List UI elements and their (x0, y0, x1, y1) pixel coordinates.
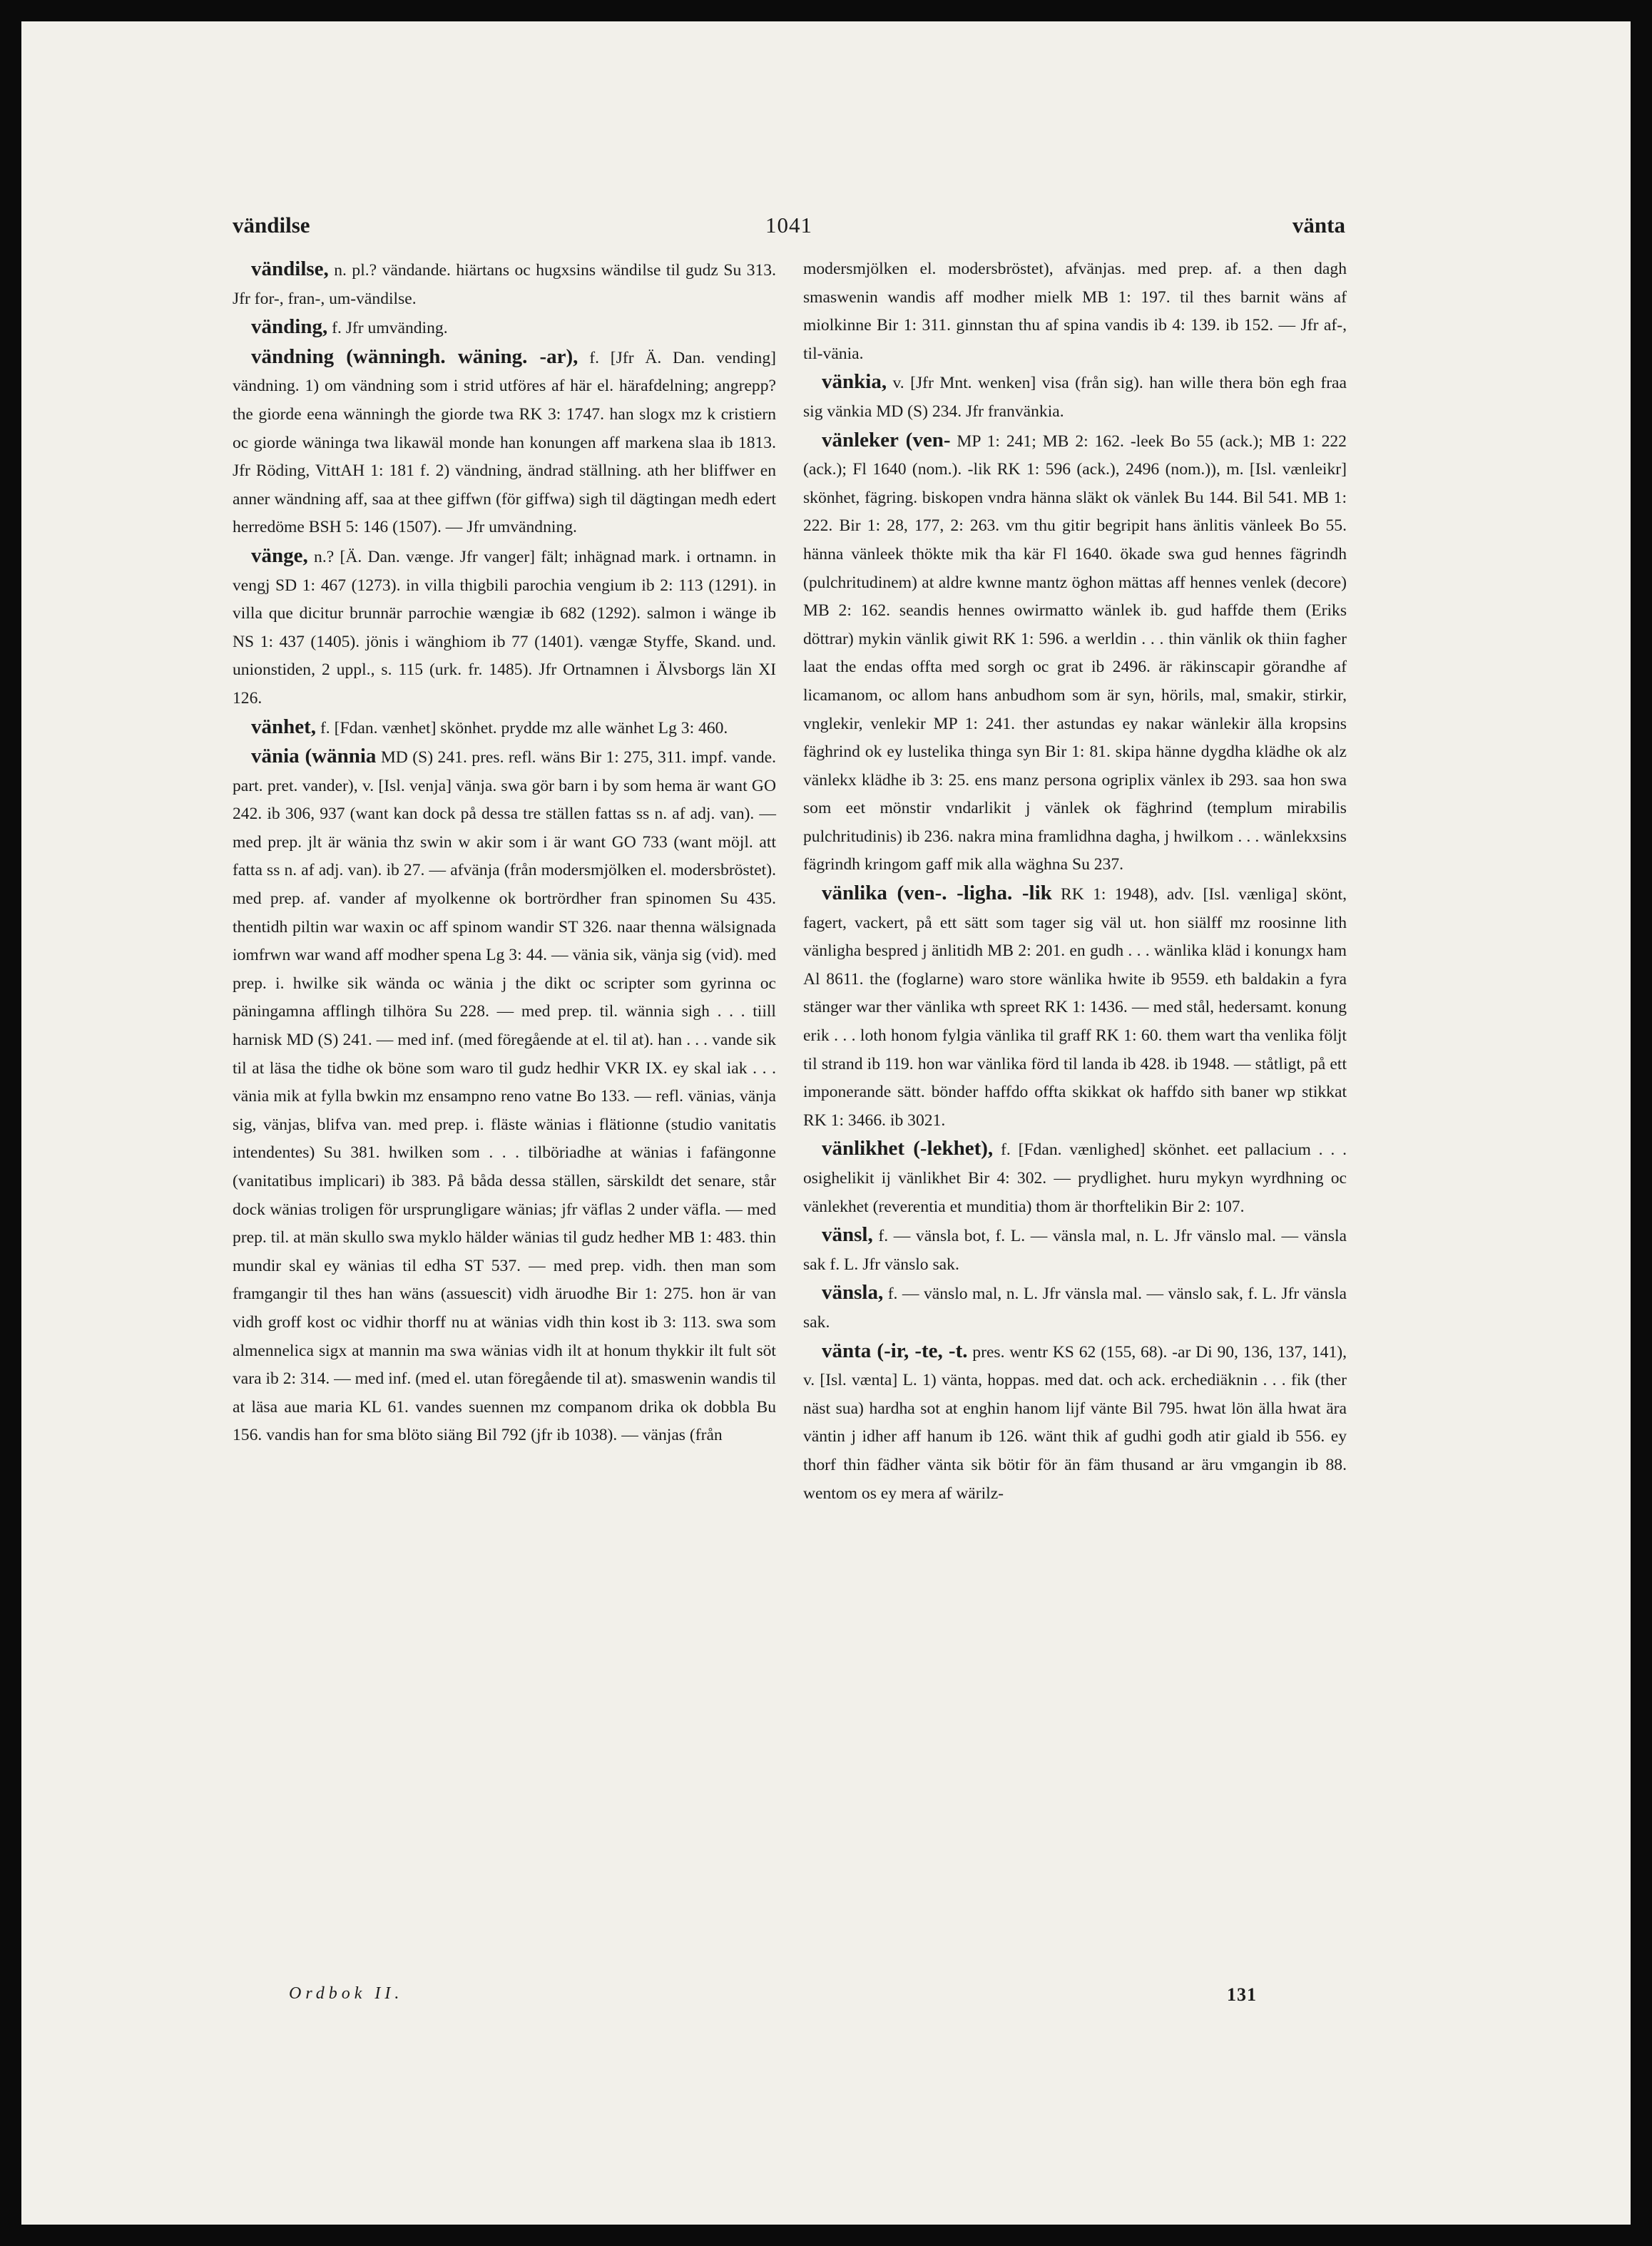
page-number: 1041 (765, 213, 812, 238)
entry-body: MD (S) 241. pres. refl. wäns Bir 1: 275, 311. impf. vande. part. pret. vander), v. [Isl. venja] vänja. swa gör barn i by som hema är want GO 242. ib 306, 937 (want kan dock på dessa tre ställen fattas ss n. af adj. van). — med prep. jlt är wänia thz swin w akir som i är want GO 733 (want möjl. att fatta ss n. af adj. van). ib 27. — afvänja (från modersmjölken el. modersbröstet). med prep. af. vander af myolkenne ok bortrördher fran spinomen Su 435. thentidh piltin war waxin oc aff spinom wandir ST 326. naar thenna wälsignada iomfrwn war wand aff modher spena Lg 3: 44. — vänia sik, vänja sig (vid). med prep. i. hwilke sik wända oc wänia j the dikt oc scripter som gyrinna oc päningamna afflingh tilhöra Su 228. — med prep. til. wännia sigh . . . tiill harnisk MD (S) 241. — med inf. (med föregående at el. til at). han . . . vande sik til at läsa the tidhe ok böne som waro til gudz hedhir VKR IX. ey skal iak . . . vänia mik at fylla bwkin mz ensampno reno vatne Bo 133. — refl. vänias, vänja sig, vänjas, blifva van. med prep. i. fläste wänias i flätionne (studio vanitatis intendentes) Su 381. hwilken som . . . tilböriadhe at wänias i fafängonne (vanitatibus implicari) ib 383. På båda dessa ställen, särskildt det senare, står dock wänias troligen för ursprungligare wänias; jfr väflas 2 under väfla. — med prep. til. at män skullo swa myklo hälder wänias til gudz hedher MB 1: 483. thin mundir skal ey wänias til edha ST 537. — med prep. vidh. then man som framgangir til thes han wäns (assuescit) vidh äruodhe Bir 1: 275. hon är van vidh groff kost oc vidhir thorff nu at wänias vidh thin kost ib 3: 113. swa som almennelica sigx at mannin ma swa wänias vidh ilt at honum thykkir ilt fult söt vara ib 2: 314. — med inf. (med el. utan föregående til at). smaswenin wandis til at läsa aue maria KL 61. vandes suennen mz companom drika ok dobbla Bu 156. vandis han for sma blöto siäng Bil 792 (jfr ib 1038). — vänjas (från (233, 748, 777, 1445)
entry-body: n.? [Ä. Dan. vænge. Jfr vanger] fält; inhägnad mark. i ortnamn. in vengj SD 1: 467 (1273). in villa thigbili parochia vengium ib 2: 113 (1291). in villa que dicitur brunnär parrochie wængiæ ib 682 (1292). salmon i wänge ib NS 1: 437 (1405). jönis i wänghiom ib 77 (1401). vængæ Styffe, Skand. und. unionstiden, 2 uppl., s. 115 (urk. fr. 1485). Jfr Ortnamnen i Älvsborgs län XI 126. (233, 547, 776, 708)
dictionary-entry (803, 879, 1347, 1135)
entry-headword: vänta (-ir, -te, -t. (822, 1339, 968, 1362)
header-right-guideword: vänta (1292, 213, 1345, 238)
dictionary-entry (233, 343, 776, 542)
entry-body: modersmjölken el. modersbröstet), afvänjas. med prep. af. a then dagh smaswenin wandis aff modher mielk MB 1: 197. til thes barnit wäns af miolkinne Bir 1: 311. ginnstan thu af spina vandis ib 4: 139. ib 152. — Jfr af-, til-vänia. (803, 260, 1347, 363)
dictionary-page (21, 21, 1631, 2225)
entry-body: f. — vänslo mal, n. L. Jfr vänsla mal. — vänslo sak, f. L. Jfr vänsla sak. (803, 1285, 1347, 1332)
entry-body: f. [Fdan. vænhet] skönhet. prydde mz alle wänhet Lg 3: 460. (316, 718, 728, 737)
dictionary-entry (803, 255, 1347, 368)
left-column (233, 255, 776, 1450)
dictionary-entry (803, 427, 1347, 880)
dictionary-entry (233, 713, 776, 743)
entry-body: n. pl.? vändande. hiärtans oc hugxsins wändilse til gudz Su 313. Jfr for-, fran-, um-vändilse. (233, 261, 776, 308)
dictionary-entry (803, 1135, 1347, 1221)
running-header (233, 213, 1345, 250)
entry-headword: vändning (wänningh. wäning. -ar), (251, 344, 578, 368)
entry-headword: vänding, (251, 315, 328, 339)
entry-headword: vänsl, (822, 1223, 873, 1247)
entry-headword: vänsla, (822, 1281, 884, 1305)
entry-headword: vänlika (ven-. -ligha. -lik (822, 882, 1052, 905)
entry-body: f. [Jfr Ä. Dan. vending] vändning. 1) om vändning som i strid utföres af här el. härafdelning; angrepp? the giorde eena wänningh the giorde twa RK 3: 1747. han slogx mz k cristiern oc giorde wäninga twa likawäl monde han konungen aff markena slaa ib 1813. Jfr Röding, VittAH 1: 181 f. 2) vändning, ändrad ställning. ath her bliffwer en anner wändning aff, saa at thee giffwn (för giffwa) sigh til dägtingan medh edert herredöme BSH 5: 146 (1507). — Jfr umvändning. (233, 348, 776, 537)
entry-body: f. — vänsla bot, f. L. — vänsla mal, n. L. Jfr vänslo mal. — vänsla sak f. L. Jfr vänslo sak. (803, 1227, 1347, 1274)
dictionary-entry (803, 1279, 1347, 1337)
sheet-number: 131 (1227, 1984, 1257, 2005)
dictionary-entry (803, 1221, 1347, 1279)
right-column (803, 255, 1347, 1508)
header-left-guideword: vändilse (233, 213, 310, 238)
dictionary-entry (233, 542, 776, 713)
dictionary-entry (233, 255, 776, 313)
entry-body: MP 1: 241; MB 2: 162. -leek Bo 55 (ack.); MB 1: 222 (ack.); Fl 1640 (nom.). -lik RK 1: 596 (ack.), 2496 (nom.)), m. [Isl. vænleikr] skönhet, fägring. biskopen vndra hänna släkt ok vänlek Bu 144. Bil 541. MB 1: 222. Bir 1: 28, 177, 2: 263. vm thu gitir begripit hans änlitis vänleek Bo 55. hänna vänleek thökte mik tha kär Fl 1640. ökade swa gud hennes fägrindh (pulchritudinem) at aldre kwnne mantz öghon mättas aff hennes venlek (decore) MB 2: 162. seandis hennes owirmatto wänlek ib. gud haffde them (Eriks döttrar) mykin vänlik giwit RK 1: 596. a werldin . . . thin vänlik ok thiin fagher laat the endas offta med sorgh oc grat ib 2496. är räkinscapir görandhe af licamanom, oc allom hans anbudhom som är syn, hörils, mal, smakir, stirkir, vnglekir, venlekir MP 1: 241. ther astundas ey nakar wänlekir älla kropsins fäghrind ok ey lustelika thinga syn Bir 1: 81. skipa hänne dygdha klädhe ok alz vänlekx klädhe ib 3: 25. ens manz persona ogriplix vänlex ib 293. saa hon swa som eet mönstir vndarlikit j vänlek ok fäghrind (templum mirabilis pulchritudinis) ib 236. nakra mina framlidhna dagha, j hwilkom . . . wänlekxsins fägrindh kringom gaff mik alla wäghna Su 237. (803, 432, 1347, 874)
entry-headword: vändilse, (251, 257, 329, 280)
dictionary-entry (233, 742, 776, 1450)
dictionary-entry (803, 368, 1347, 426)
entry-body: pres. wentr KS 62 (155, 68). -ar Di 90, 136, 137, 141), v. [Isl. vænta] L. 1) vänta, hoppas. med dat. och ack. erchediäknin . . . fik (ther näst sua) hardha sot at enghin hanom lijf vänte Bil 795. hwat lön älla hwat ära väntin j idher aff hanum ib 126. wänt thik af gudhi godh atir giald ib 556. ey thorf thin fädher vänta sik bötir för än fäm thusand ar äru vmgangin ib 88. wentom os ey mera af wärilz- (803, 1342, 1347, 1503)
entry-headword: vänge, (251, 543, 308, 567)
entry-body: f. [Fdan. vænlighed] skönhet. eet pallacium . . . osighelikit ij vänlikhet Bir 4: 302. — prydlighet. huru mykyn wyrdhning oc vänlekhet (reverentia et munditia) thom är thorftelikin Bir 2: 107. (803, 1140, 1347, 1216)
entry-body: RK 1: 1948), adv. [Isl. vænliga] skönt, fagert, vackert, på ett sätt som tager sig väl ut. hon siälff mz roosinne lith vänligha bespred j änlitidh MB 2: 201. en gudh . . . wänlika kläd i konungx ham Al 8611. the (foglarne) waro store wänlika hwite ib 9559. eth baldakin a fyra stänger war ther vänlika wth spreet RK 1: 1436. — med stål, hedersamt. konung erik . . . loth honom fylgia vänlika til graff RK 1: 60. them wart tha venlika följt til strand ib 119. hon war vänlika förd til landa ib 428. ib 1948. — ståtligt, på ett imponerande sätt. bönder haffdo offta skikkat ok haffdo sith baner wp stikkat RK 1: 3466. ib 3021. (803, 885, 1347, 1130)
entry-headword: vänlikhet (-lekhet), (822, 1137, 994, 1160)
entry-body: f. Jfr umvänding. (327, 319, 448, 338)
dictionary-entry (803, 1337, 1347, 1509)
entry-body: v. [Jfr Mnt. wenken] visa (från sig). han wille thera bön egh fraa sig vänkia MD (S) 234. Jfr franvänkia. (803, 374, 1347, 421)
entry-headword: vänia (wännia (251, 745, 377, 768)
entry-headword: vänleker (ven- (822, 428, 951, 451)
entry-headword: vänhet, (251, 715, 317, 738)
entry-headword: vänkia, (822, 370, 887, 394)
signature-mark: Ordbok II. (289, 1984, 404, 2003)
dictionary-entry (233, 313, 776, 343)
